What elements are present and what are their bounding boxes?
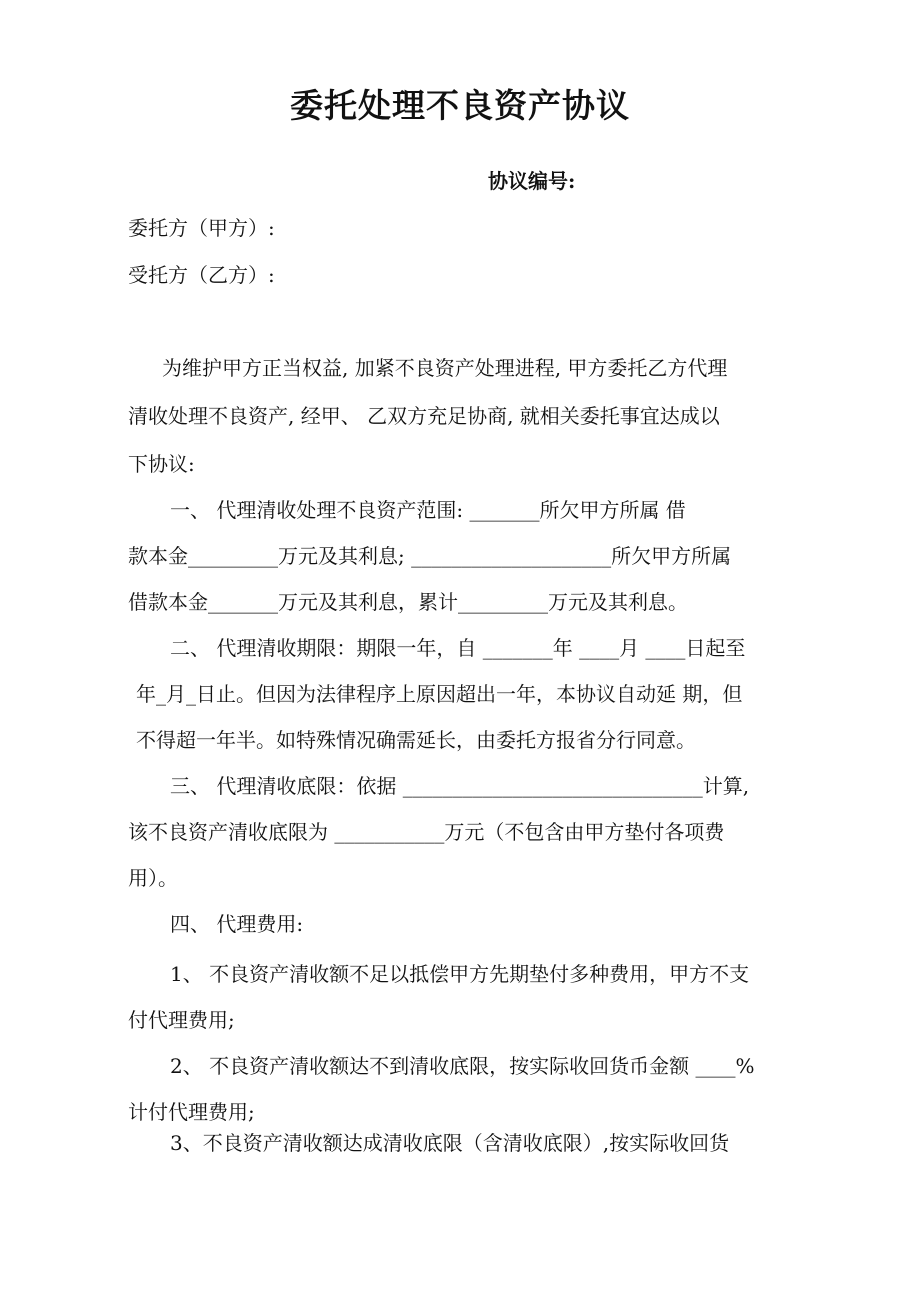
clause-2-line: 不得超一年半。如特殊情况确需延长，由委托方报省分行同意。 [136,728,696,752]
clause-4-item-1: 付代理费用; [128,1008,235,1032]
clause-4-item-2: 2、 不良资产清收额达不到清收底限，按实际收回货币金额 ____% [170,1054,755,1078]
party-b-label: 受托方（乙方）: [128,263,275,287]
body-line: 下协议: [128,452,195,476]
clause-4-item-3: 3、不良资产清收额达成清收底限（含清收底限）,按实际收回货 [170,1131,730,1155]
document-title: 委托处理不良资产协议 [290,86,630,125]
clause-4-heading: 四、 代理费用: [170,912,304,936]
clause-4-item-2: 计付代理费用; [128,1100,255,1124]
clause-2-line: 二、 代理清收期限：期限一年，自 _______年 ____月 ____日起至 [170,636,746,660]
clause-1-line: 款本金_________万元及其利息; ____________________所欠甲方所属 [128,544,732,568]
body-line: 清收处理不良资产, 经甲、 乙双方充足协商, 就相关委托事宜达成以 [128,404,720,428]
clause-3-line: 用）。 [128,866,178,890]
agreement-number-label: 协议编号: [488,169,576,193]
clause-4-item-1: 1、 不良资产清收额不足以抵偿甲方先期垫付多种费用，甲方不支 [170,962,750,986]
party-a-label: 委托方（甲方）: [128,216,275,240]
body-line: 为维护甲方正当权益, 加紧不良资产处理进程, 甲方委托乙方代理 [162,356,728,380]
clause-3-line: 三、 代理清收底限：依据 ______________________________计算, [170,774,750,798]
clause-3-line: 该不良资产清收底限为 ___________万元（不包含由甲方垫付各项费 [128,820,725,844]
clause-1-line: 一、 代理清收处理不良资产范围: _______所欠甲方所属 借 [170,498,686,522]
clause-1-line: 借款本金_______万元及其利息，累计_________万元及其利息。 [128,590,688,614]
clause-2-line: 年_月_日止。但因为法律程序上原因超出一年，本协议自动延 期，但 [136,682,743,706]
